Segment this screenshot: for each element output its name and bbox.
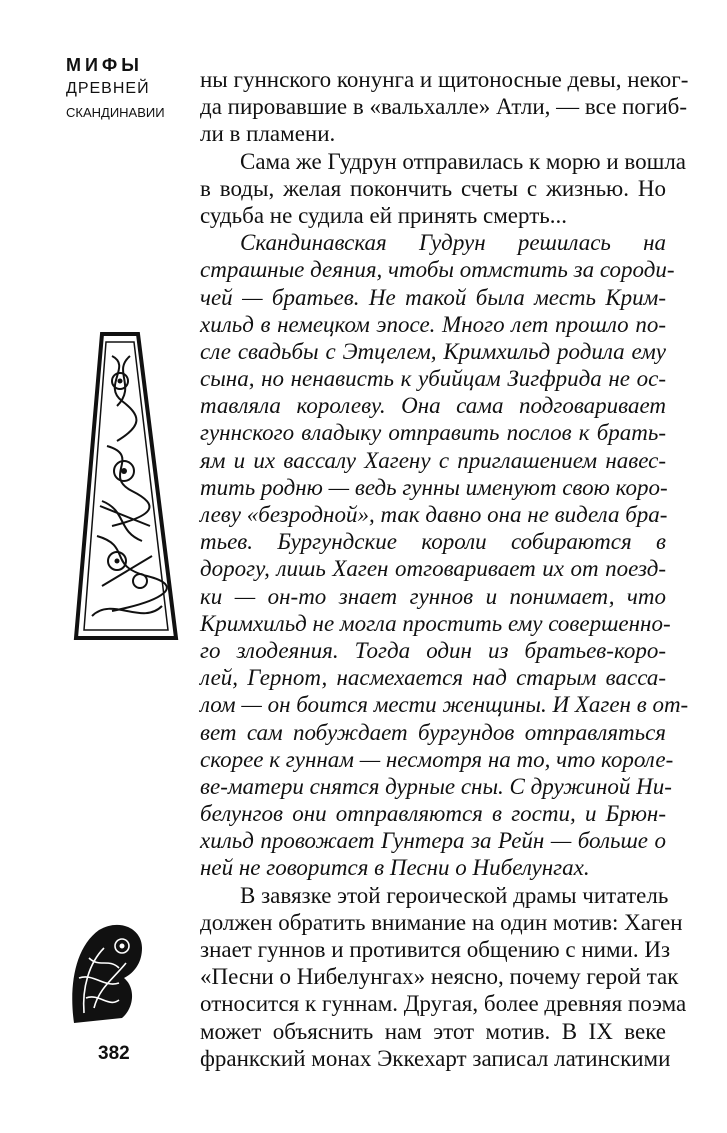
running-head-subtitle-2: СКАНДИНАВИИ	[66, 105, 165, 120]
text-line: тьев. Бургундские короли собираются в	[200, 529, 666, 555]
text-line: скорее к гуннам — несмотря на то, что короле-	[200, 746, 674, 772]
running-head-subtitle: ДРЕВНЕЙ	[66, 80, 150, 97]
text-line: белунгов они отправляются в гости, и Брюн-	[200, 801, 666, 827]
running-head	[66, 54, 176, 124]
text-line: хильд в немецком эпосе. Много лет прошло по-	[200, 311, 666, 337]
text-line: го злодеяния. Тогда один из братьев-коро-	[200, 637, 666, 663]
main-text-column	[200, 66, 689, 1072]
text-line: вет сам побуждает бургундов отправляться	[200, 719, 666, 745]
text-line: тавляла королеву. Она сама подговаривает	[200, 393, 666, 419]
text-line: может объяснить нам этот мотив. В IX веке	[200, 1018, 666, 1044]
text-line: лей, Гернот, насмехается над старым васса-	[200, 665, 666, 691]
text-line: Скандинавская Гудрун решилась на	[240, 230, 666, 256]
page-number: 382	[98, 1043, 130, 1064]
text-line: гуннского владыку отправить послов к брать-	[200, 420, 666, 446]
dragon-head-ornament-icon	[64, 918, 146, 1028]
text-line: в воды, желая покончить счеты с жизнью. Но	[200, 175, 666, 201]
text-line: должен обратить внимание на один мотив: Хаген	[200, 909, 683, 935]
text-line: хильд провожает Гунтера за Рейн — больше о	[200, 828, 666, 854]
text-line: ли в пламени.	[200, 121, 336, 147]
text-line: чей — братьев. Не такой была месть Крим-	[200, 284, 666, 310]
text-line: ки — он-то знает гуннов и понимает, что	[200, 583, 666, 609]
text-line: ней не говорится в Песни о Нибелунгах.	[200, 855, 590, 881]
paragraph	[200, 148, 687, 230]
text-line: страшные деяния, чтобы отмстить за сороди-	[200, 257, 675, 283]
text-line: дорогу, лишь Хаген отговаривает их от поезд-	[200, 556, 666, 582]
text-line: судьба не судила ей принять смерть...	[200, 202, 568, 228]
text-line: относится к гуннам. Другая, более древняя поэма	[200, 991, 687, 1017]
text-line: тить родню — ведь гунны именуют свою коро-	[200, 474, 668, 500]
text-line: ве-матери снятся дурные сны. С дружиной Ни-	[200, 773, 672, 799]
carved-panel-ornament-icon	[72, 326, 184, 646]
paragraph	[200, 66, 689, 148]
text-line: лом — он боится мести женщины. И Хаген в от-	[200, 692, 689, 718]
text-line: знает гуннов и противится общению с ними. Из	[200, 937, 671, 962]
text-line: да пировавшие в «вальхалле» Атли, — все погиб-	[200, 94, 688, 120]
text-line: «Песни о Нибелунгах» неясно, почему герой так	[200, 964, 679, 990]
text-line: ны гуннского конунга и щитоносные девы, неког-	[200, 67, 689, 92]
text-line: Сама же Гудрун отправилась к морю и вошла	[240, 148, 687, 174]
text-line: леву «безродной», так давно она не видела бра-	[200, 502, 668, 527]
text-line: ям и их вассалу Хагену с приглашением навес-	[200, 447, 666, 473]
paragraph	[200, 229, 689, 882]
text-line: В завязке этой героической драмы читатель	[240, 882, 669, 908]
text-line: сле свадьбы с Этцелем, Кримхильд родила ему	[200, 338, 666, 364]
paragraph	[200, 882, 687, 1072]
text-line: сына, но ненависть к убийцам Зигфрида не ос-	[200, 366, 666, 392]
text-line: франкский монах Эккехарт записал латинскими	[200, 1045, 671, 1071]
text-line: Кримхильд не могла простить ему совершенно-	[200, 610, 671, 636]
running-head-title: МИФЫ	[66, 55, 143, 75]
